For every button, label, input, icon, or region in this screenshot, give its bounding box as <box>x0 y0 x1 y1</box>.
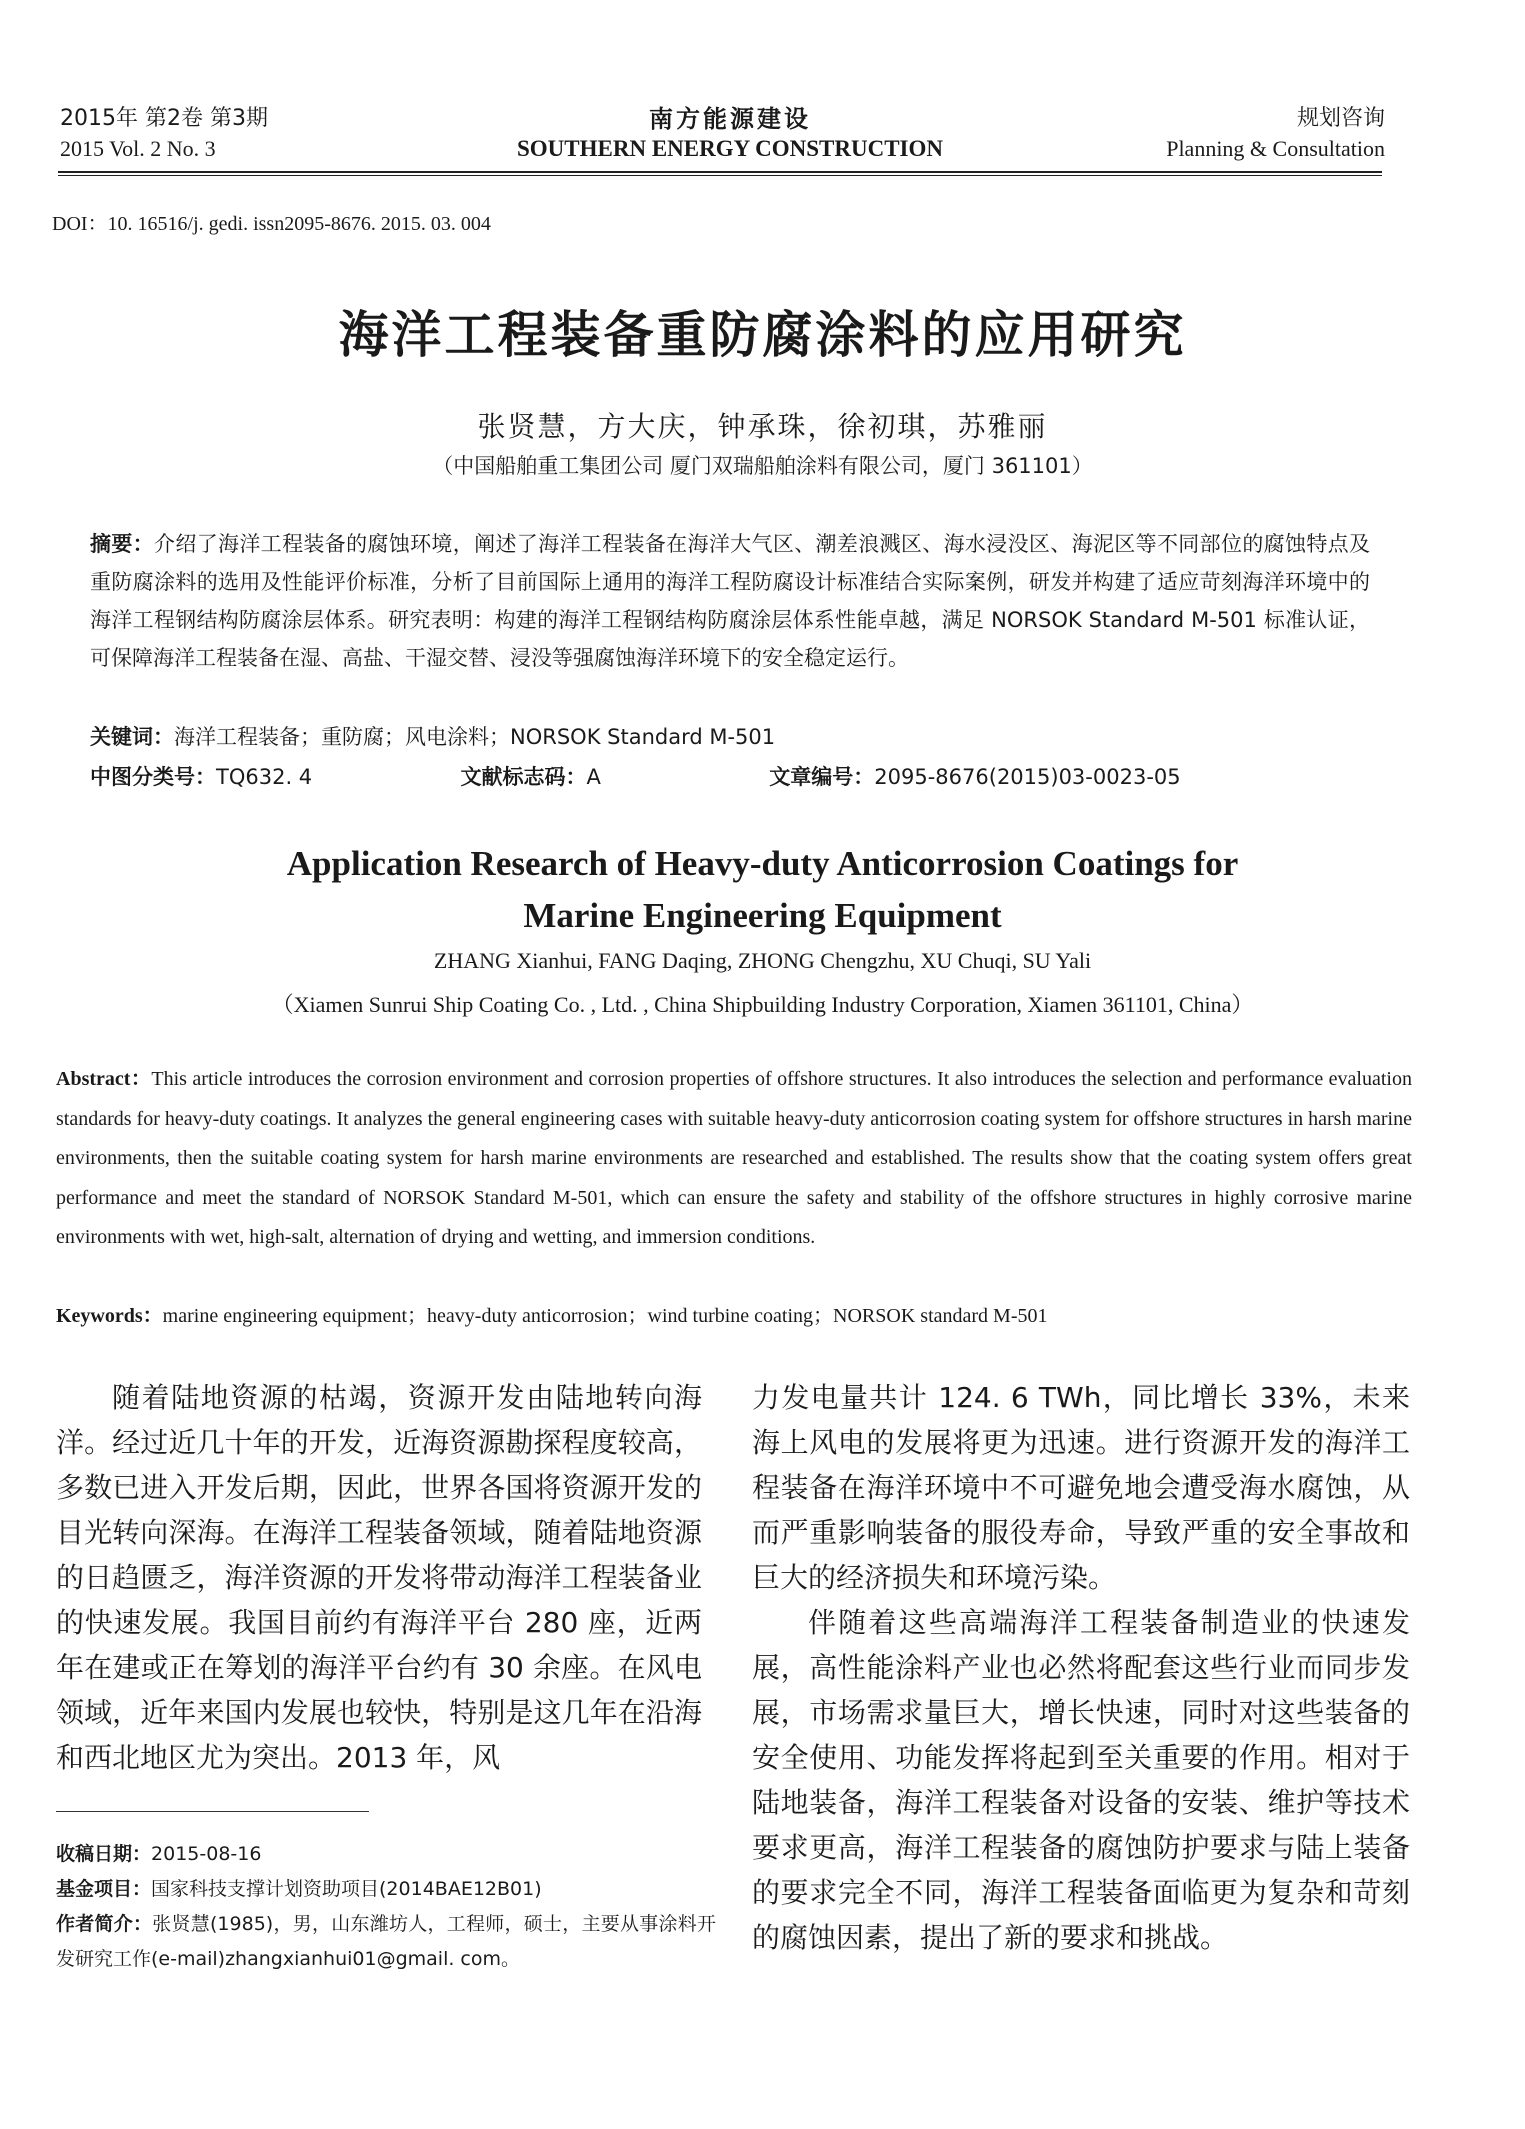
journal-name <box>470 104 990 164</box>
body-column-right <box>752 1375 1410 1960</box>
clc-value: TQ632. 4 <box>216 765 313 789</box>
keywords-en-label: Keywords： <box>56 1305 163 1327</box>
author-bio: 作者简介：张贤慧(1985)，男，山东潍坊人，工程师，硕士，主要从事涂料开发研究工作(e-mail)zhangxianhui01@gmail. com。 <box>56 1913 716 1970</box>
keywords-zh-text: 海洋工程装备；重防腐；风电涂料；NORSOK Standard M-501 <box>174 725 776 749</box>
body-paragraph: 随着陆地资源的枯竭，资源开发由陆地转向海洋。经过近几十年的开发，近海资源勘探程度较高，多数已进入开发后期，因此，世界各国将资源开发的目光转向深海。在海洋工程装备领域，随着陆地资源的日趋匮乏，海洋资源的开发将带动海洋工程装备业的快速发展。我国目前约有海洋平台 280 座，近两年在建或正在筹划的海洋平台约有 30 余座。在风电领域，近年来国内发展也较快，特别是这几年在沿海和西北地区尤为突出。2013 年，风 <box>56 1381 702 1774</box>
abstract-en <box>56 1060 1412 1258</box>
affiliation-en: （Xiamen Sunrui Ship Coating Co. , Ltd. , China Shipbuilding Industry Corporation, Xiamen 361101, China） <box>271 992 1254 1017</box>
issue-en: 2015 Vol. 2 No. 3 <box>60 136 216 161</box>
journal-section <box>1166 104 1385 164</box>
journal-issue-info <box>60 104 268 164</box>
title-en-line1: Application Research of Heavy-duty Anticorrosion Coatings for <box>286 844 1239 883</box>
keywords-en-text: marine engineering equipment；heavy-duty anticorrosion；wind turbine coating；NORSOK standard M-501 <box>162 1305 1048 1327</box>
section-zh: 规划咨询 <box>1296 106 1385 131</box>
doc-code-value: A <box>586 765 601 789</box>
footnote-rule <box>56 1811 369 1812</box>
clc-label: 中图分类号： <box>90 765 216 789</box>
body-paragraph: 伴随着这些高端海洋工程装备制造业的快速发展，高性能涂料产业也必然将配套这些行业而同步发展，市场需求量巨大，增长快速，同时对这些装备的安全使用、功能发挥将起到至关重要的作用。相对于陆地装备，海洋工程装备对设备的安装、维护等技术要求更高，海洋工程装备的腐蚀防护要求与陆上装备的要求完全不同，海洋工程装备面临更为复杂和苛刻的腐蚀因素，提出了新的要求和挑战。 <box>752 1606 1410 1954</box>
body-paragraph: 力发电量共计 124. 6 TWh，同比增长 33%，未来海上风电的发展将更为迅速。进行资源开发的海洋工程装备在海洋环境中不可避免地会遭受海水腐蚀，从而严重影响装备的服役寿命，导致严重的安全事故和巨大的经济损失和环境污染。 <box>752 1381 1410 1594</box>
classification-line <box>90 758 1370 796</box>
received-date: 收稿日期：2015-08-16 <box>56 1843 262 1865</box>
title-en <box>0 838 1525 942</box>
body-column-left <box>56 1375 702 1780</box>
abstract-en-label: Abstract： <box>56 1068 152 1090</box>
title-en-line2: Marine Engineering Equipment <box>523 896 1002 935</box>
abstract-zh-label: 摘要： <box>90 532 155 556</box>
abstract-zh-text: 介绍了海洋工程装备的腐蚀环境，阐述了海洋工程装备在海洋大气区、潮差浪溅区、海水浸没区、海泥区等不同部位的腐蚀特点及重防腐涂料的选用及性能评价标准，分析了目前国际上通用的海洋工程防腐设计标准结合实际案例，研发并构建了适应苛刻海洋环境中的海洋工程钢结构防腐涂层体系。研究表明：构建的海洋工程钢结构防腐涂层体系性能卓越，满足 NORSOK Standard M-501 标准认证，可保障海洋工程装备在湿、高盐、干湿交替、浸没等强腐蚀海洋环境下的安全稳定运行。 <box>90 532 1371 670</box>
abstract-en-text: This article introduces the corrosion environment and corrosion properties of offshore structures. It also introduces the selection and performance evaluation standards for heavy-duty coatings. It analyzes the general engineering cases with suitable heavy-duty anticorrosion coating system for offshore structures in harsh marine environments, then the suitable coating system for harsh marine environments are researched and established. The results show that the coating system offers great performance and meet the standard of NORSOK Standard M-501, which can ensure the safety and stability of the offshore structures in highly corrosive marine environments with wet, high-salt, alternation of drying and wetting, and immersion conditions. <box>56 1068 1412 1248</box>
keywords-en <box>56 1297 1412 1337</box>
authors-zh: 张贤慧，方大庆，钟承珠，徐初琪，苏雅丽 <box>477 410 1048 443</box>
section-en: Planning & Consultation <box>1166 136 1385 161</box>
footnotes <box>56 1837 716 1977</box>
doi: DOI：10. 16516/j. gedi. issn2095-8676. 2015. 03. 004 <box>52 213 491 235</box>
journal-name-zh: 南方能源建设 <box>649 105 811 133</box>
header-rule-thick <box>58 171 1382 173</box>
doc-code-label: 文献标志码： <box>460 765 587 789</box>
abstract-zh <box>90 525 1370 677</box>
issue-zh: 2015年 第2卷 第3期 <box>60 106 268 131</box>
journal-name-en: SOUTHERN ENERGY CONSTRUCTION <box>517 136 943 161</box>
article-no-value: 2095-8676(2015)03-0023-05 <box>874 765 1181 789</box>
fund-project: 基金项目：国家科技支撑计划资助项目(2014BAE12B01) <box>56 1878 542 1900</box>
title-zh: 海洋工程装备重防腐涂料的应用研究 <box>338 306 1187 364</box>
keywords-zh <box>90 718 1370 756</box>
affiliation-zh: （中国船舶重工集团公司 厦门双瑞船舶涂料有限公司，厦门 361101） <box>432 454 1093 478</box>
authors-en: ZHANG Xianhui, FANG Daqing, ZHONG Chengzhu, XU Chuqi, SU Yali <box>433 948 1092 973</box>
keywords-zh-label: 关键词： <box>90 725 174 749</box>
article-no-label: 文章编号： <box>769 765 875 789</box>
header-rule-thin <box>58 175 1382 176</box>
